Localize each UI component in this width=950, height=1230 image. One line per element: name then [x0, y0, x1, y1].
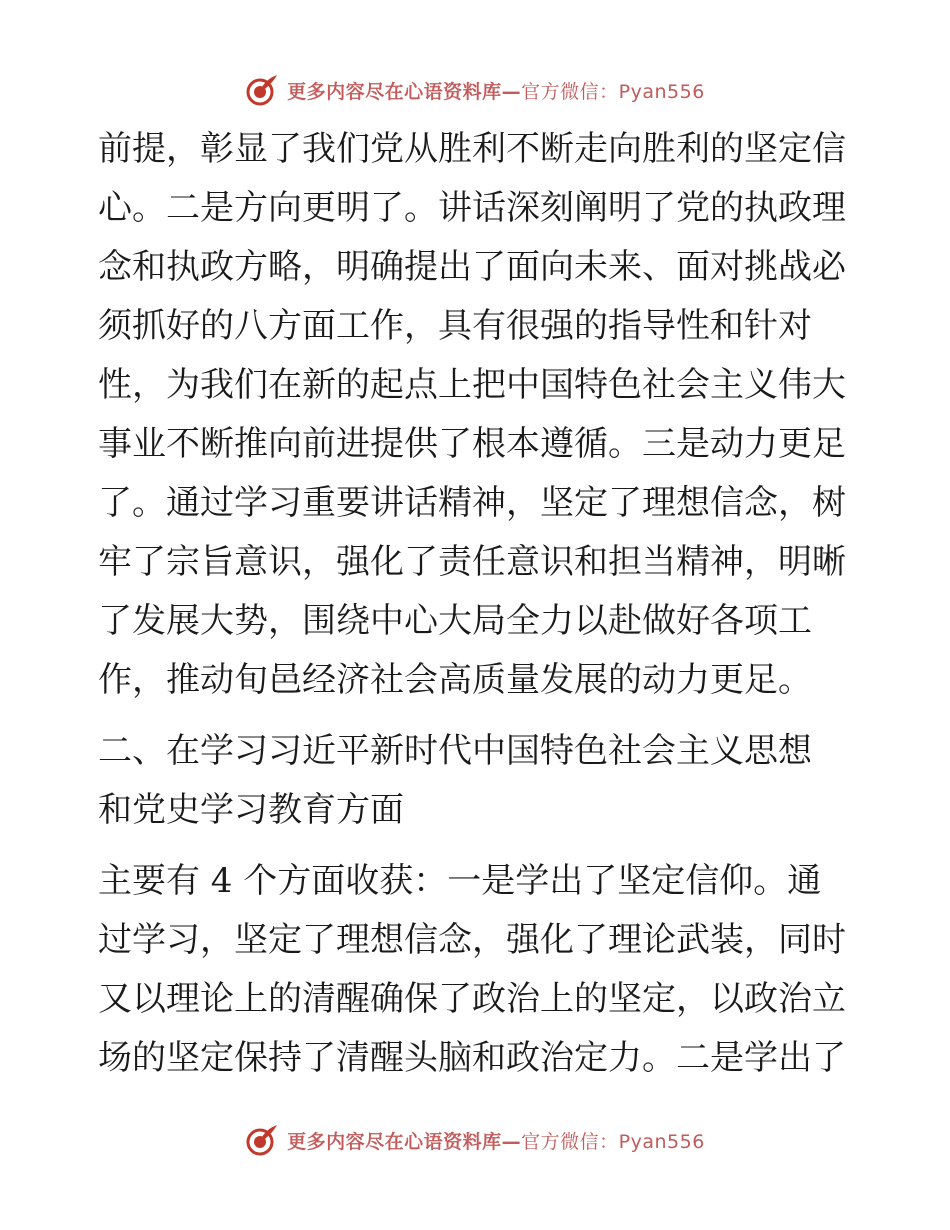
- text-line: 了。通过学习重要讲话精神，坚定了理想信念，树: [98, 483, 846, 523]
- banner-wechat: 官方微信：Pyan556: [521, 80, 705, 103]
- text-line: 场的坚定保持了清醒头脑和政治定力。二是学出了: [98, 1038, 846, 1078]
- text-line: 主要有 4 个方面收获：一是学出了坚定信仰。通: [98, 861, 822, 901]
- text-line: 又以理论上的清醒确保了政治上的坚定，以政治立: [98, 979, 846, 1019]
- banner-text: 更多内容尽在心语资料库: [287, 80, 502, 103]
- banner-dash: —: [501, 1130, 522, 1153]
- text-line: 事业不断推向前进提供了根本遵循。三是动力更足: [98, 424, 846, 464]
- banner-wechat: 官方微信：Pyan556: [521, 1130, 705, 1153]
- text-line: 念和执政方略，明确提出了面向未来、面对挑战必: [98, 247, 846, 287]
- header-watermark: [0, 70, 950, 110]
- text-line: 须抓好的八方面工作，具有很强的指导性和针对: [98, 306, 812, 346]
- section-heading-line: 和党史学习教育方面: [98, 790, 404, 830]
- banner-text: 更多内容尽在心语资料库: [287, 1130, 502, 1153]
- feather-logo-icon: [245, 1123, 279, 1157]
- document-body: [98, 120, 858, 1088]
- banner-dash: —: [501, 80, 522, 103]
- text-line: 了发展大势，围绕中心大局全力以赴做好各项工: [98, 601, 812, 641]
- feather-logo-icon: [245, 73, 279, 107]
- text-line: 心。二是方向更明了。讲话深刻阐明了党的执政理: [98, 188, 846, 228]
- footer-watermark: [0, 1120, 950, 1160]
- text-line: 过学习，坚定了理想信念，强化了理论武装，同时: [98, 920, 846, 960]
- text-line: 前提，彰显了我们党从胜利不断走向胜利的坚定信: [98, 129, 846, 169]
- text-line: 性，为我们在新的起点上把中国特色社会主义伟大: [98, 365, 846, 405]
- text-line: 作，推动旬邑经济社会高质量发展的动力更足。: [98, 660, 812, 700]
- text-line: 牢了宗旨意识，强化了责任意识和担当精神，明晰: [98, 542, 846, 582]
- section-heading-line: 二、在学习习近平新时代中国特色社会主义思想: [98, 731, 812, 771]
